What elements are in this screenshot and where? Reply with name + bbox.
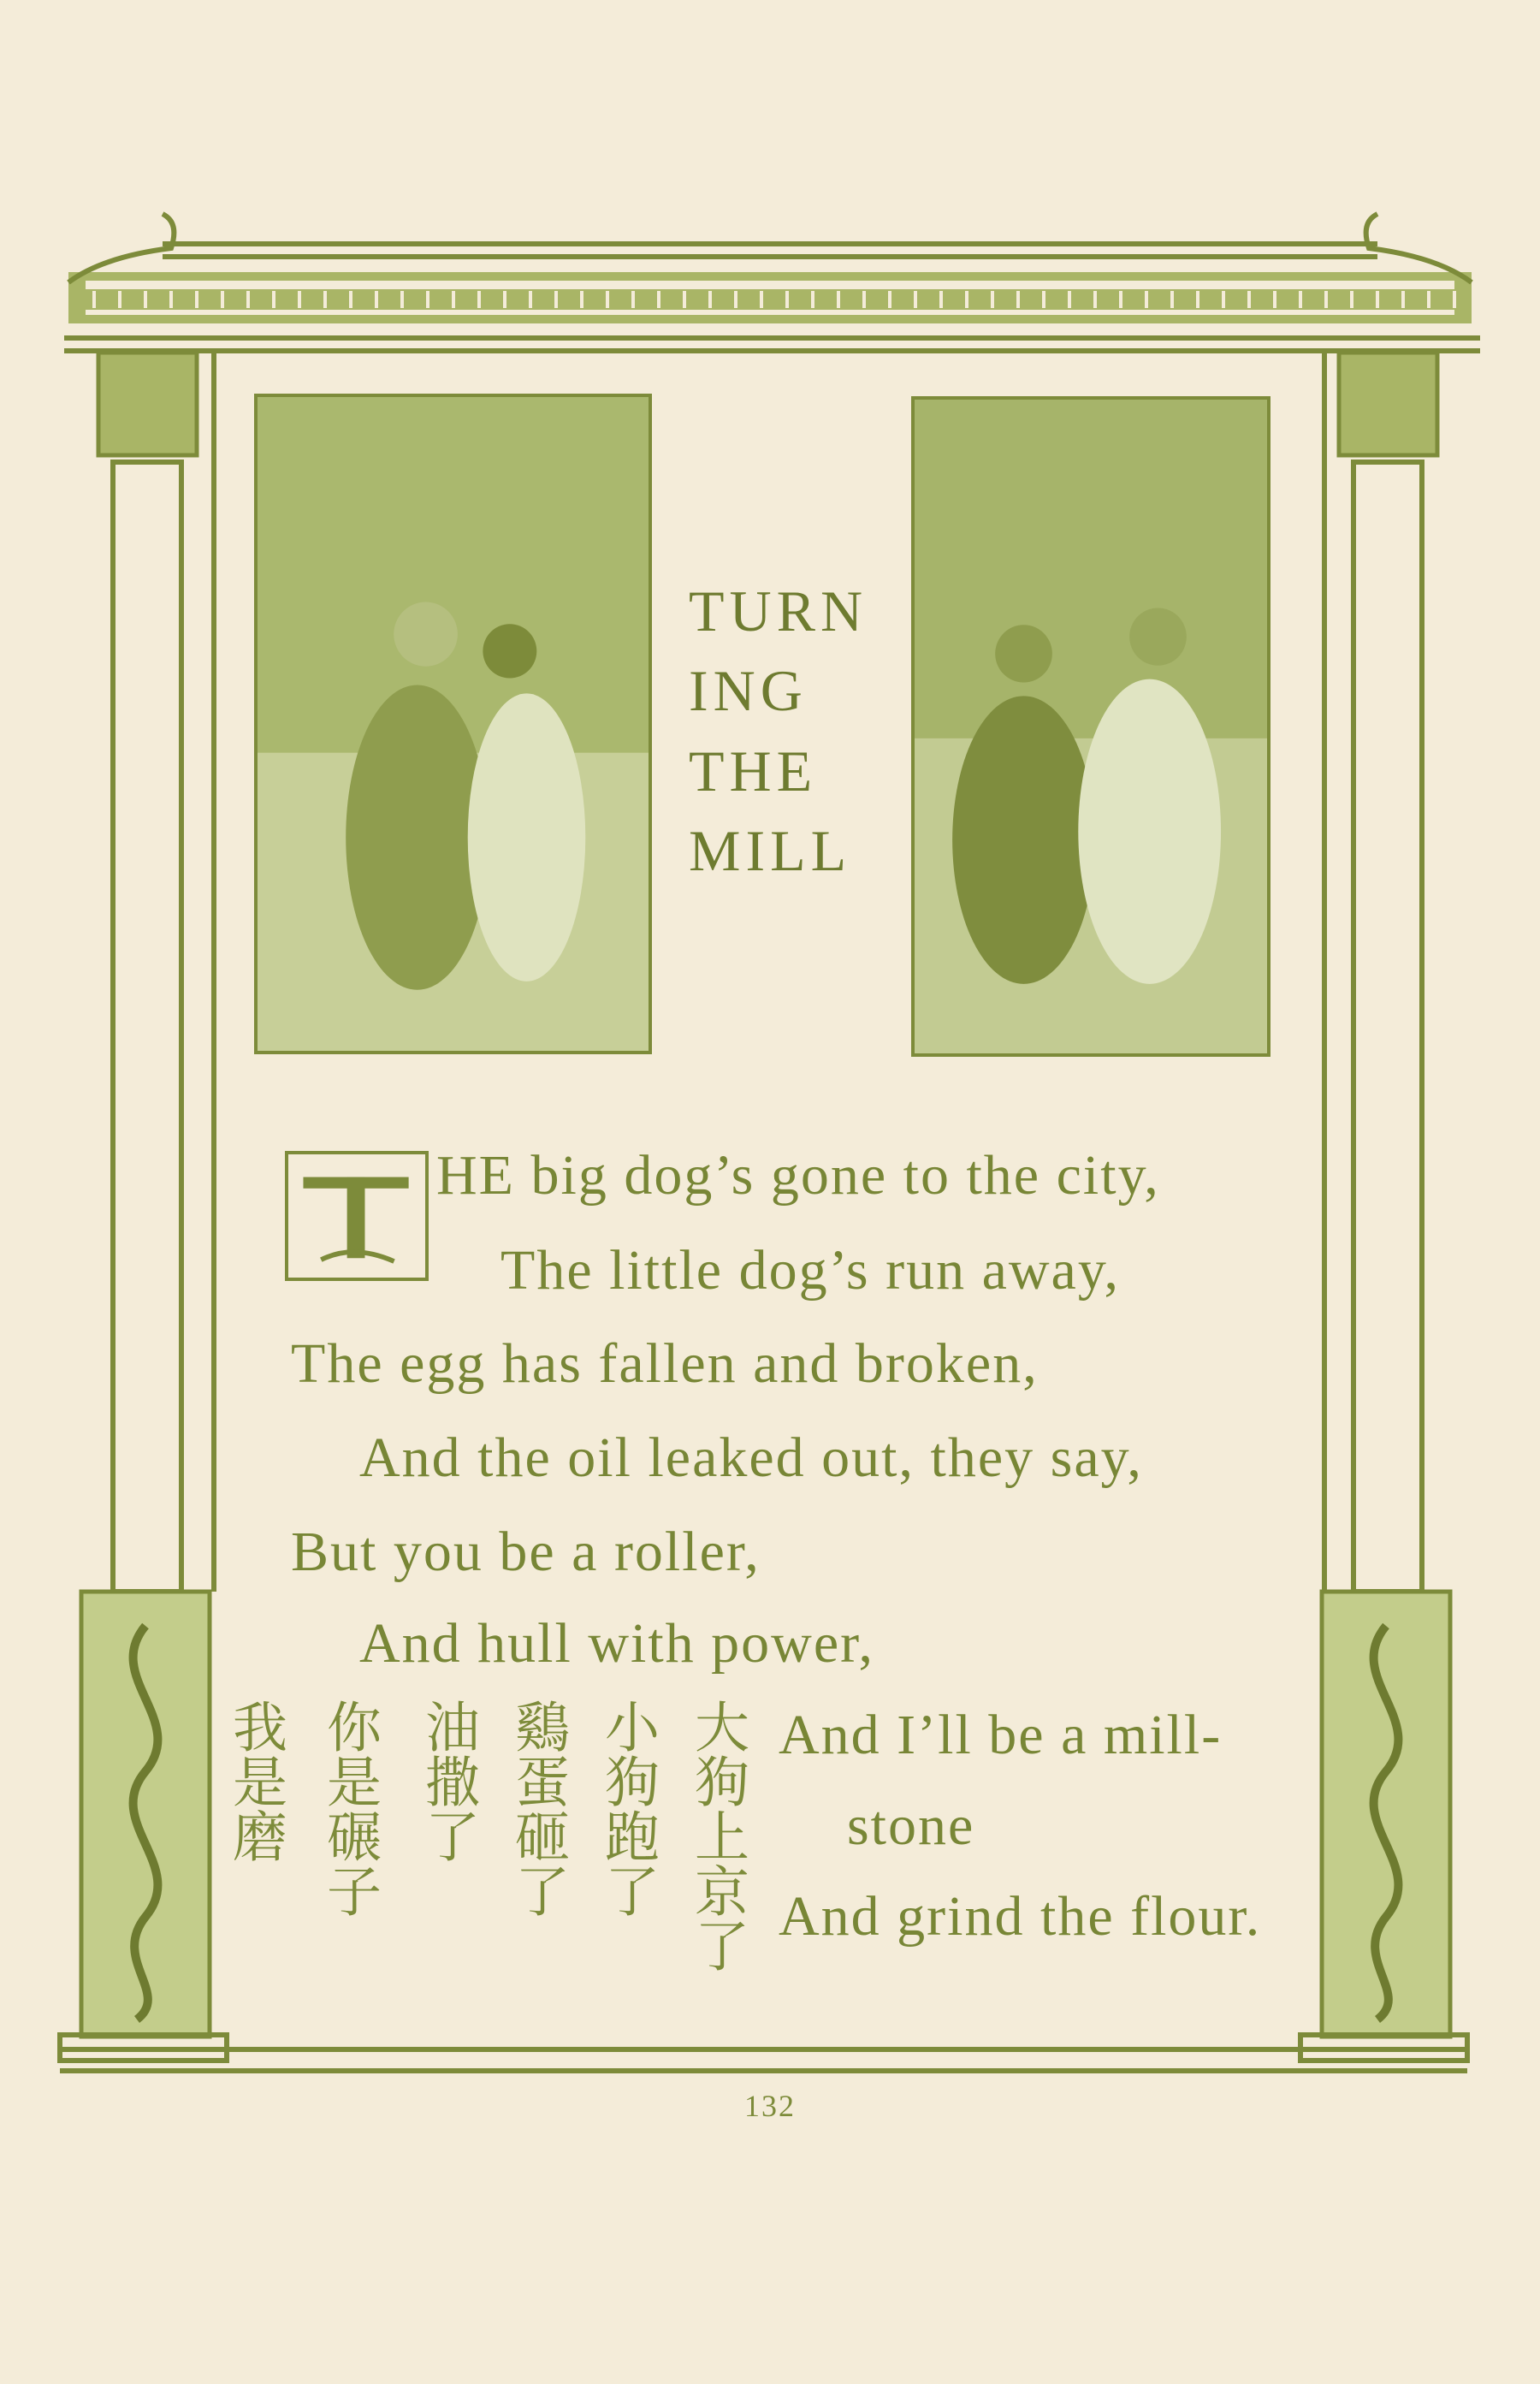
verse-line-6: And hull with power, xyxy=(359,1612,874,1675)
dropcap-illustration xyxy=(288,1154,425,1278)
page-number: 132 xyxy=(744,2089,796,2123)
title-line-2: ING xyxy=(689,658,808,723)
chinese-column-4: 油撒了 xyxy=(416,1699,479,1863)
chinese-column-2: 小狗跑了 xyxy=(595,1699,659,1918)
verse-line-7: And I’ll be a mill- xyxy=(779,1704,1223,1766)
left-photo xyxy=(254,394,652,1054)
left-capital xyxy=(98,353,197,455)
verse-line-5: But you be a roller, xyxy=(291,1521,761,1583)
verse-line-9: And grind the flour. xyxy=(779,1885,1262,1948)
title-line-3: THE xyxy=(689,738,818,804)
verse-line-2: The little dog’s run away, xyxy=(500,1239,1121,1302)
verse-line-3: The egg has fallen and broken, xyxy=(291,1332,1039,1395)
verse-line-1: HE big dog’s gone to the city, xyxy=(436,1144,1160,1207)
right-photo xyxy=(911,396,1270,1057)
right-column xyxy=(1353,462,1422,1592)
title-line-4: MILL xyxy=(689,818,852,883)
chinese-column-5: 你是碾子 xyxy=(317,1699,381,1918)
chinese-column-1: 大狗上京了 xyxy=(685,1699,749,1972)
verse-line-8: stone xyxy=(847,1794,975,1857)
right-dragon-panel xyxy=(1322,1592,1450,2037)
right-capital xyxy=(1339,353,1437,455)
chinese-column-3: 鷄蛋砸了 xyxy=(506,1699,569,1918)
left-dragon-panel xyxy=(81,1592,210,2037)
verse-line-4: And the oil leaked out, they say, xyxy=(359,1426,1143,1489)
title-line-1: TURN xyxy=(689,578,868,643)
dropcap xyxy=(285,1151,429,1281)
chinese-column-6: 我是磨 xyxy=(223,1699,287,1863)
left-column xyxy=(113,462,181,1592)
